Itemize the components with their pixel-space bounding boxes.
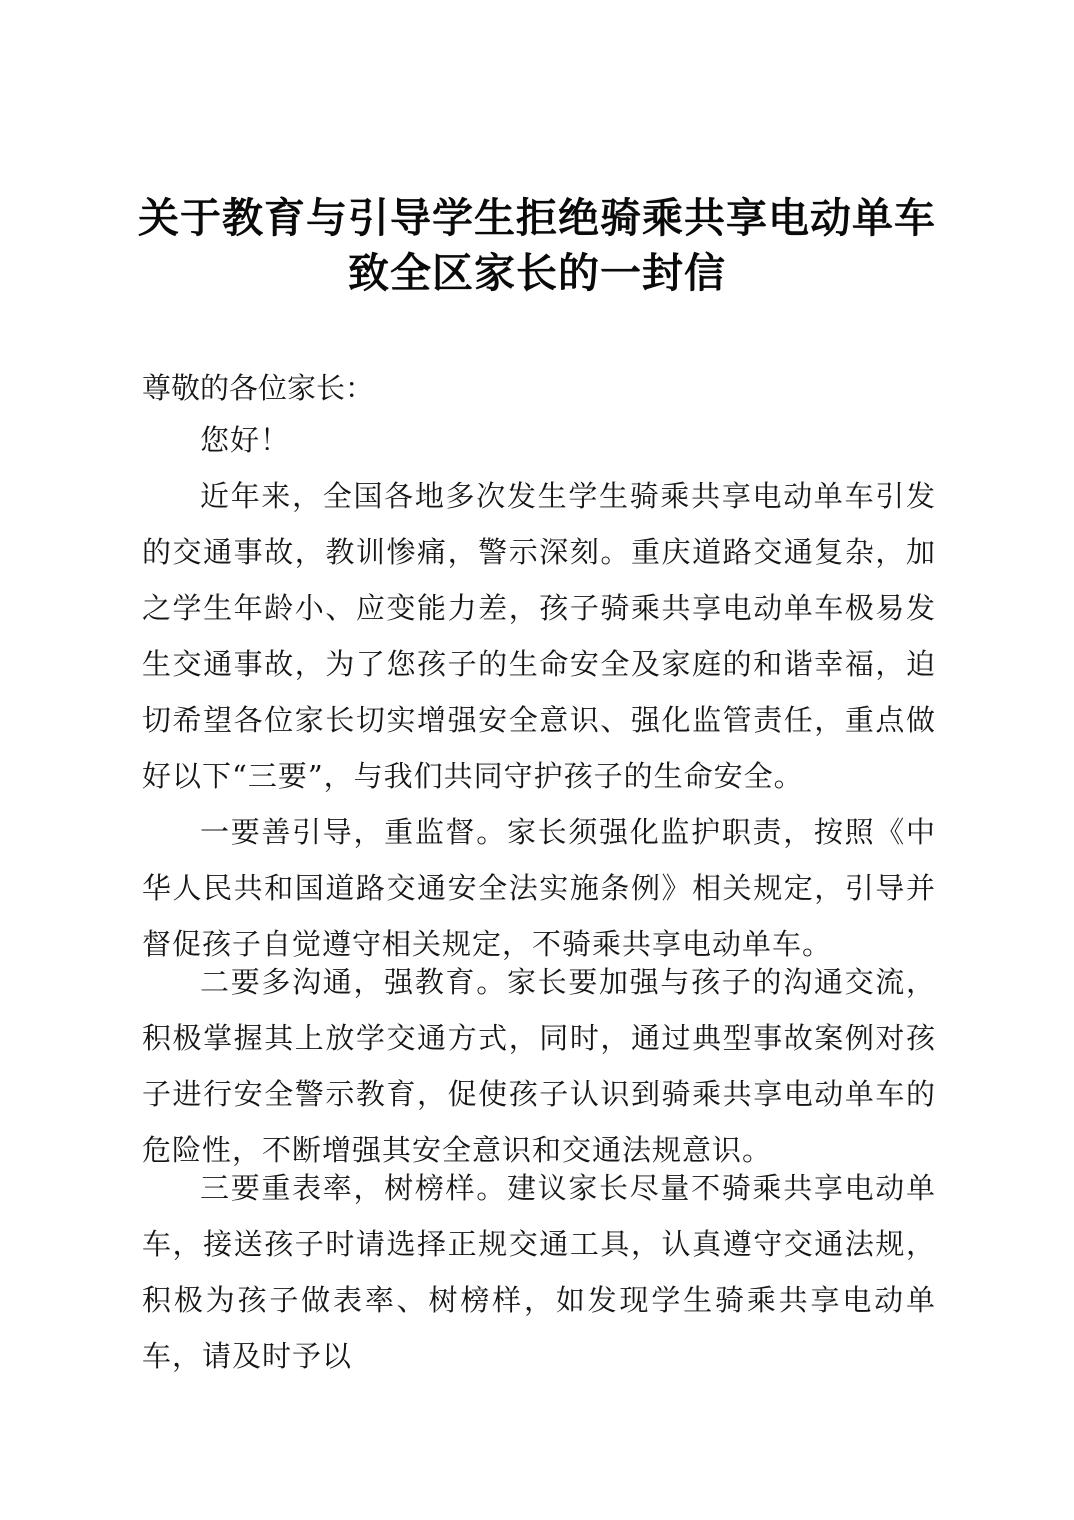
paragraph-point-two: 二要多沟通，强教育。家长要加强与孩子的沟通交流，积极掌握其上放学交通方式，同时，通过典型事故案例对孩子进行安全警示教育，促使孩子认识到骑乘共享电动单车的危险性，不断增强其安全意识和交通法规意识。 — [142, 965, 936, 1167]
paragraph-point-three: 三要重表率，树榜样。建议家长尽量不骑乘共享电动单车，接送孩子时请选择正规交通工具，认真遵守交通法规，积极为孩子做表率、树榜样，如发现学生骑乘共享电动单车，请及时予以 — [142, 1171, 936, 1373]
greeting: 您好！ — [200, 423, 291, 457]
salutation: 尊敬的各位家长： — [142, 371, 375, 405]
paragraph-intro: 近年来，全国各地多次发生学生骑乘共享电动单车引发的交通事故，教训惨痛，警示深刻。重庆道路交通复杂，加之学生年龄小、应变能力差，孩子骑乘共享电动单车极易发生交通事故，为了您孩子的生命安全及家庭的和谐幸福，迫切希望各位家长切实增强安全意识、强化监管责任，重点做好以下“三要”，与我们共同守护孩子的生命安全。 — [142, 479, 936, 793]
paragraph-point-one: 一要善引导，重监督。家长须强化监护职责，按照《中华人民共和国道路交通安全法实施条例》相关规定，引导并督促孩子自觉遵守相关规定，不骑乘共享电动单车。 — [142, 815, 936, 961]
document-title-line-1: 关于教育与引导学生拒绝骑乘共享电动单车 — [138, 194, 936, 242]
document-title-line-2: 致全区家长的一封信 — [348, 249, 726, 297]
